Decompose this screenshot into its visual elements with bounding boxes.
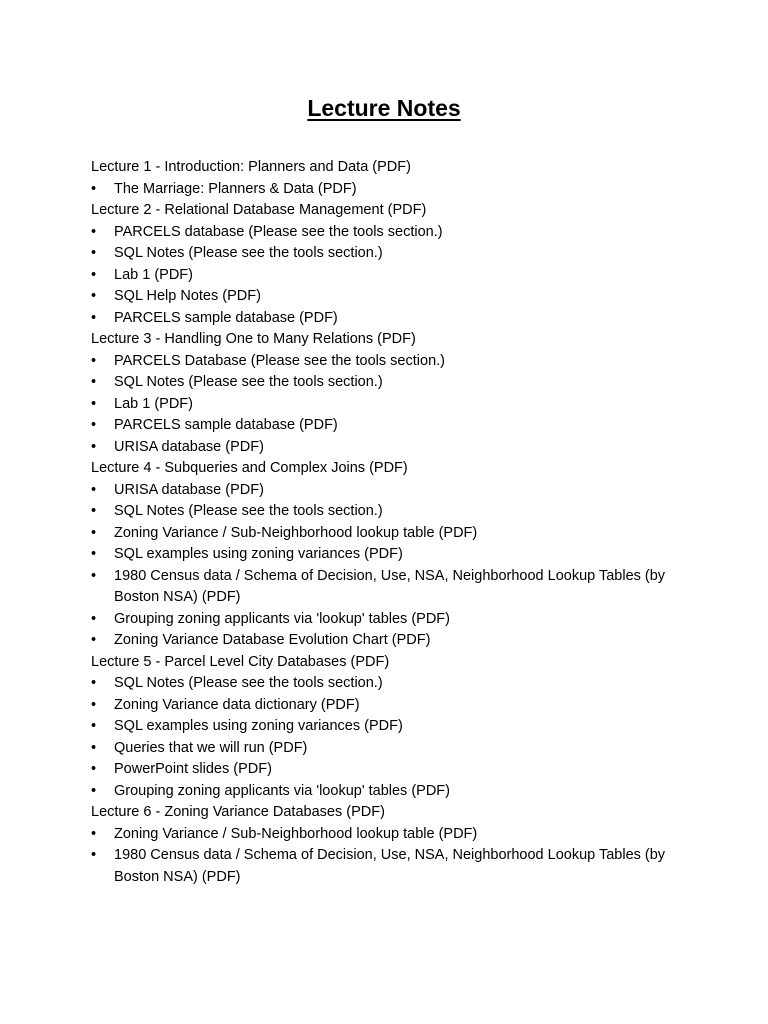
list-item-text: Zoning Variance / Sub-Neighborhood lookup table (PDF) xyxy=(114,524,478,541)
lecture-heading: Lecture 3 - Handling One to Many Relations (PDF) xyxy=(91,331,416,347)
list-item xyxy=(91,480,691,502)
list-item xyxy=(91,716,691,738)
lecture-items xyxy=(91,222,691,330)
bullet-icon: • xyxy=(91,610,97,627)
bullet-icon: • xyxy=(91,180,97,197)
list-item xyxy=(91,630,691,652)
bullet-icon: • xyxy=(91,417,97,433)
lecture-items xyxy=(91,179,691,201)
list-item xyxy=(91,286,691,308)
list-item xyxy=(91,566,691,609)
list-item xyxy=(91,265,691,287)
list-item xyxy=(91,673,691,695)
bullet-icon: • xyxy=(91,718,97,734)
bullet-icon: • xyxy=(91,847,97,863)
list-item xyxy=(91,695,691,717)
bullet-icon: • xyxy=(91,438,97,455)
list-item-text: Zoning Variance Database Evolution Chart (PDF) xyxy=(114,632,431,648)
list-item-text: URISA database (PDF) xyxy=(114,438,264,455)
bullet-icon: • xyxy=(91,675,97,691)
bullet-icon: • xyxy=(91,696,97,713)
list-item-text: Grouping zoning applicants via 'lookup' tables (PDF) xyxy=(114,610,450,627)
bullet-icon: • xyxy=(91,782,97,799)
list-item xyxy=(91,759,691,781)
list-item xyxy=(91,372,691,394)
list-item xyxy=(91,824,691,846)
lecture-heading: Lecture 1 - Introduction: Planners and Data (PDF) xyxy=(91,159,411,175)
list-item xyxy=(91,179,691,201)
lecture-heading: Lecture 5 - Parcel Level City Databases (PDF) xyxy=(91,653,390,670)
bullet-icon: • xyxy=(91,761,97,777)
list-item-text: PARCELS sample database (PDF) xyxy=(114,417,338,433)
lecture-items xyxy=(91,824,691,889)
list-item-text: SQL examples using zoning variances (PDF) xyxy=(114,718,403,734)
list-item-text: PARCELS Database (Please see the tools section.) xyxy=(114,352,445,369)
list-item xyxy=(91,222,691,244)
list-item xyxy=(91,351,691,373)
bullet-icon: • xyxy=(91,309,97,326)
list-item-text: SQL Notes (Please see the tools section.) xyxy=(114,374,383,390)
lecture-heading: Lecture 4 - Subqueries and Complex Joins (PDF) xyxy=(91,460,408,476)
lecture-items xyxy=(91,351,691,459)
list-item xyxy=(91,609,691,631)
list-item-text: SQL Help Notes (PDF) xyxy=(114,288,261,304)
list-item-text: SQL Notes (Please see the tools section.) xyxy=(114,675,383,691)
list-item-text: The Marriage: Planners & Data (PDF) xyxy=(114,180,357,197)
list-item xyxy=(91,308,691,330)
bullet-icon: • xyxy=(91,352,97,369)
list-item-text: Zoning Variance data dictionary (PDF) xyxy=(114,696,360,713)
bullet-icon: • xyxy=(91,223,97,240)
list-item xyxy=(91,523,691,545)
list-item-text: PARCELS database (Please see the tools section.) xyxy=(114,223,443,240)
bullet-icon: • xyxy=(91,503,97,519)
list-item-text: SQL Notes (Please see the tools section.) xyxy=(114,503,383,519)
list-item-text: Queries that we will run (PDF) xyxy=(114,739,308,756)
list-item-text: SQL examples using zoning variances (PDF) xyxy=(114,546,403,562)
list-item-text: Grouping zoning applicants via 'lookup' tables (PDF) xyxy=(114,782,450,799)
list-item-text: SQL Notes (Please see the tools section.) xyxy=(114,245,383,261)
bullet-icon: • xyxy=(91,288,97,304)
bullet-icon: • xyxy=(91,825,97,842)
bullet-icon: • xyxy=(91,739,97,756)
lecture-list xyxy=(91,157,691,888)
list-item-text: 1980 Census data / Schema of Decision, Use, NSA, Neighborhood Lookup Tables (by Boston NSA) (PDF) xyxy=(114,567,666,605)
list-item-text: PowerPoint slides (PDF) xyxy=(114,761,272,777)
list-item xyxy=(91,501,691,523)
bullet-icon: • xyxy=(91,245,97,261)
bullet-icon: • xyxy=(91,395,97,412)
page-title: Lecture Notes xyxy=(307,95,461,121)
list-item xyxy=(91,845,691,888)
list-item-text: Zoning Variance / Sub-Neighborhood lookup table (PDF) xyxy=(114,825,478,842)
bullet-icon: • xyxy=(91,266,97,283)
list-item xyxy=(91,738,691,760)
bullet-icon: • xyxy=(91,374,97,390)
bullet-icon: • xyxy=(91,632,97,648)
lecture-items xyxy=(91,673,691,802)
list-item-text: PARCELS sample database (PDF) xyxy=(114,309,338,326)
list-item xyxy=(91,544,691,566)
bullet-icon: • xyxy=(91,481,97,498)
list-item xyxy=(91,437,691,459)
bullet-icon: • xyxy=(91,524,97,541)
list-item xyxy=(91,243,691,265)
list-item xyxy=(91,394,691,416)
list-item-text: URISA database (PDF) xyxy=(114,481,264,498)
bullet-icon: • xyxy=(91,546,97,562)
list-item xyxy=(91,415,691,437)
list-item-text: Lab 1 (PDF) xyxy=(114,266,193,283)
list-item-text: 1980 Census data / Schema of Decision, Use, NSA, Neighborhood Lookup Tables (by Boston NSA) (PDF) xyxy=(114,847,666,885)
lecture-heading: Lecture 6 - Zoning Variance Databases (PDF) xyxy=(91,804,385,820)
list-item-text: Lab 1 (PDF) xyxy=(114,395,193,412)
lecture-heading: Lecture 2 - Relational Database Management (PDF) xyxy=(91,202,427,218)
lecture-items xyxy=(91,480,691,652)
list-item xyxy=(91,781,691,803)
bullet-icon: • xyxy=(91,567,97,584)
